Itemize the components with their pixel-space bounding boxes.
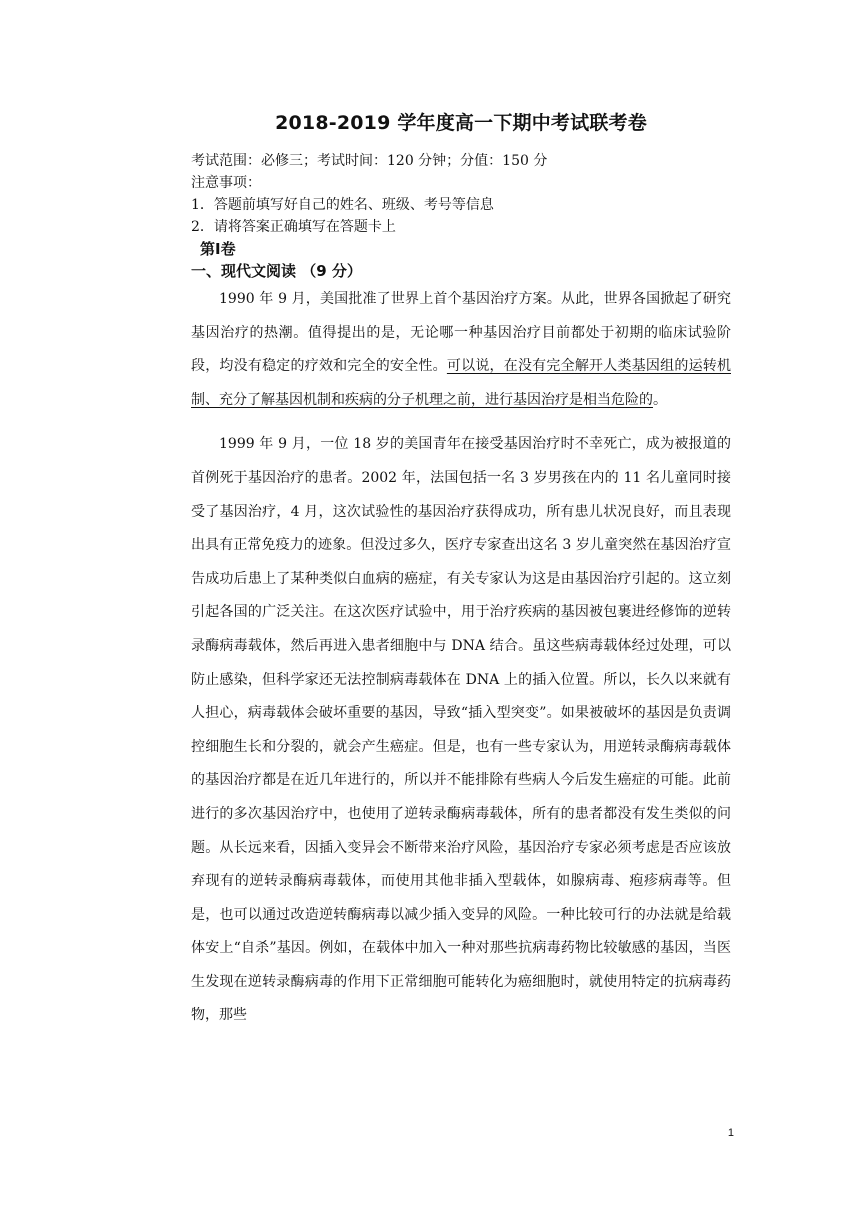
exam-info: 考试范围：必修三；考试时间：120 分钟；分值：150 分: [191, 153, 548, 169]
volume-heading: 第Ⅰ卷: [200, 240, 236, 258]
paragraph-text: 。: [653, 391, 667, 408]
reading-paragraph: [191, 283, 731, 417]
reading-paragraph: 1999 年 9 月，一位 18 岁的美国青年在接受基因治疗时不幸死亡，成为被报道的首例死于基因治疗的患者。2002 年，法国包括一名 3 岁男孩在内的 11 名儿童同时接受了基因治疗，4 月，这次试验性的基因治疗获得成功，所有患儿状况良好，而且表现出具有正常免疫力的迹象。但没过多久，医疗专家查出这名 3 岁儿童突然在基因治疗宣告成功后患上了某种类似白血病的癌症，有关专家认为这是由基因治疗引起的。这立刻引起各国的广泛关注。在这次医疗试验中，用于治疗疾病的基因被包裹进经修饰的逆转录酶病毒载体，然后再进入患者细胞中与 DNA 结合。虽这些病毒载体经过处理，可以防止感染，但科学家还无法控制病毒载体在 DNA 上的插入位置。所以，长久以来就有人担心，病毒载体会破坏重要的基因，导致“插入型突变”。如果被破坏的基因是负责调控细胞生长和分裂的，就会产生癌症。但是，也有一些专家认为，用逆转录酶病毒载体的基因治疗都是在近几年进行的，所以并不能排除有些病人今后发生癌症的可能。此前进行的多次基因治疗中，也使用了逆转录酶病毒载体，所有的患者都没有发生类似的问题。从长远来看，因插入变异会不断带来治疗风险，基因治疗专家必须考虑是否应该放弃现有的逆转录酶病毒载体，而使用其他非插入型载体，如腺病毒、疱疹病毒等。但是，也可以通过改造逆转酶病毒以减少插入变异的风险。一种比较可行的办法就是给载体安上“自杀”基因。例如，在载体中加入一种对那些抗病毒药物比较敏感的基因，当医生发现在逆转录酶病毒的作用下正常细胞可能转化为癌细胞时，就使用特定的抗病毒药物，那些: [191, 436, 731, 1024]
paragraph-text: 1990 年 9 月，美国批准了世界上首个基因治疗方案。从此，世界各国掀起了研究基因治疗的热潮。值得提出的是，无论哪一种基因治疗目前都处于初期的临床试验阶段，均没有稳定的疗效和完全的安全性。: [191, 291, 731, 375]
note-item: 2．请将答案正确填写在答题卡上: [191, 219, 396, 235]
document-content: [191, 110, 731, 1033]
underlined-sentence: 可以说，在没有完全解开人类基因组的运转机制、充分了解基因机制和疾病的分子机理之前，进行基因治疗是相当危险的: [191, 358, 731, 408]
page-number: 1: [727, 1127, 734, 1139]
section-heading: 一、现代文阅读 （9 分）: [191, 262, 362, 280]
document-title: 2018-2019 学年度高一下期中考试联考卷: [275, 112, 647, 134]
note-item: 1．答题前填写好自己的姓名、班级、考号等信息: [191, 197, 494, 213]
notes-heading: 注意事项：: [191, 175, 261, 191]
